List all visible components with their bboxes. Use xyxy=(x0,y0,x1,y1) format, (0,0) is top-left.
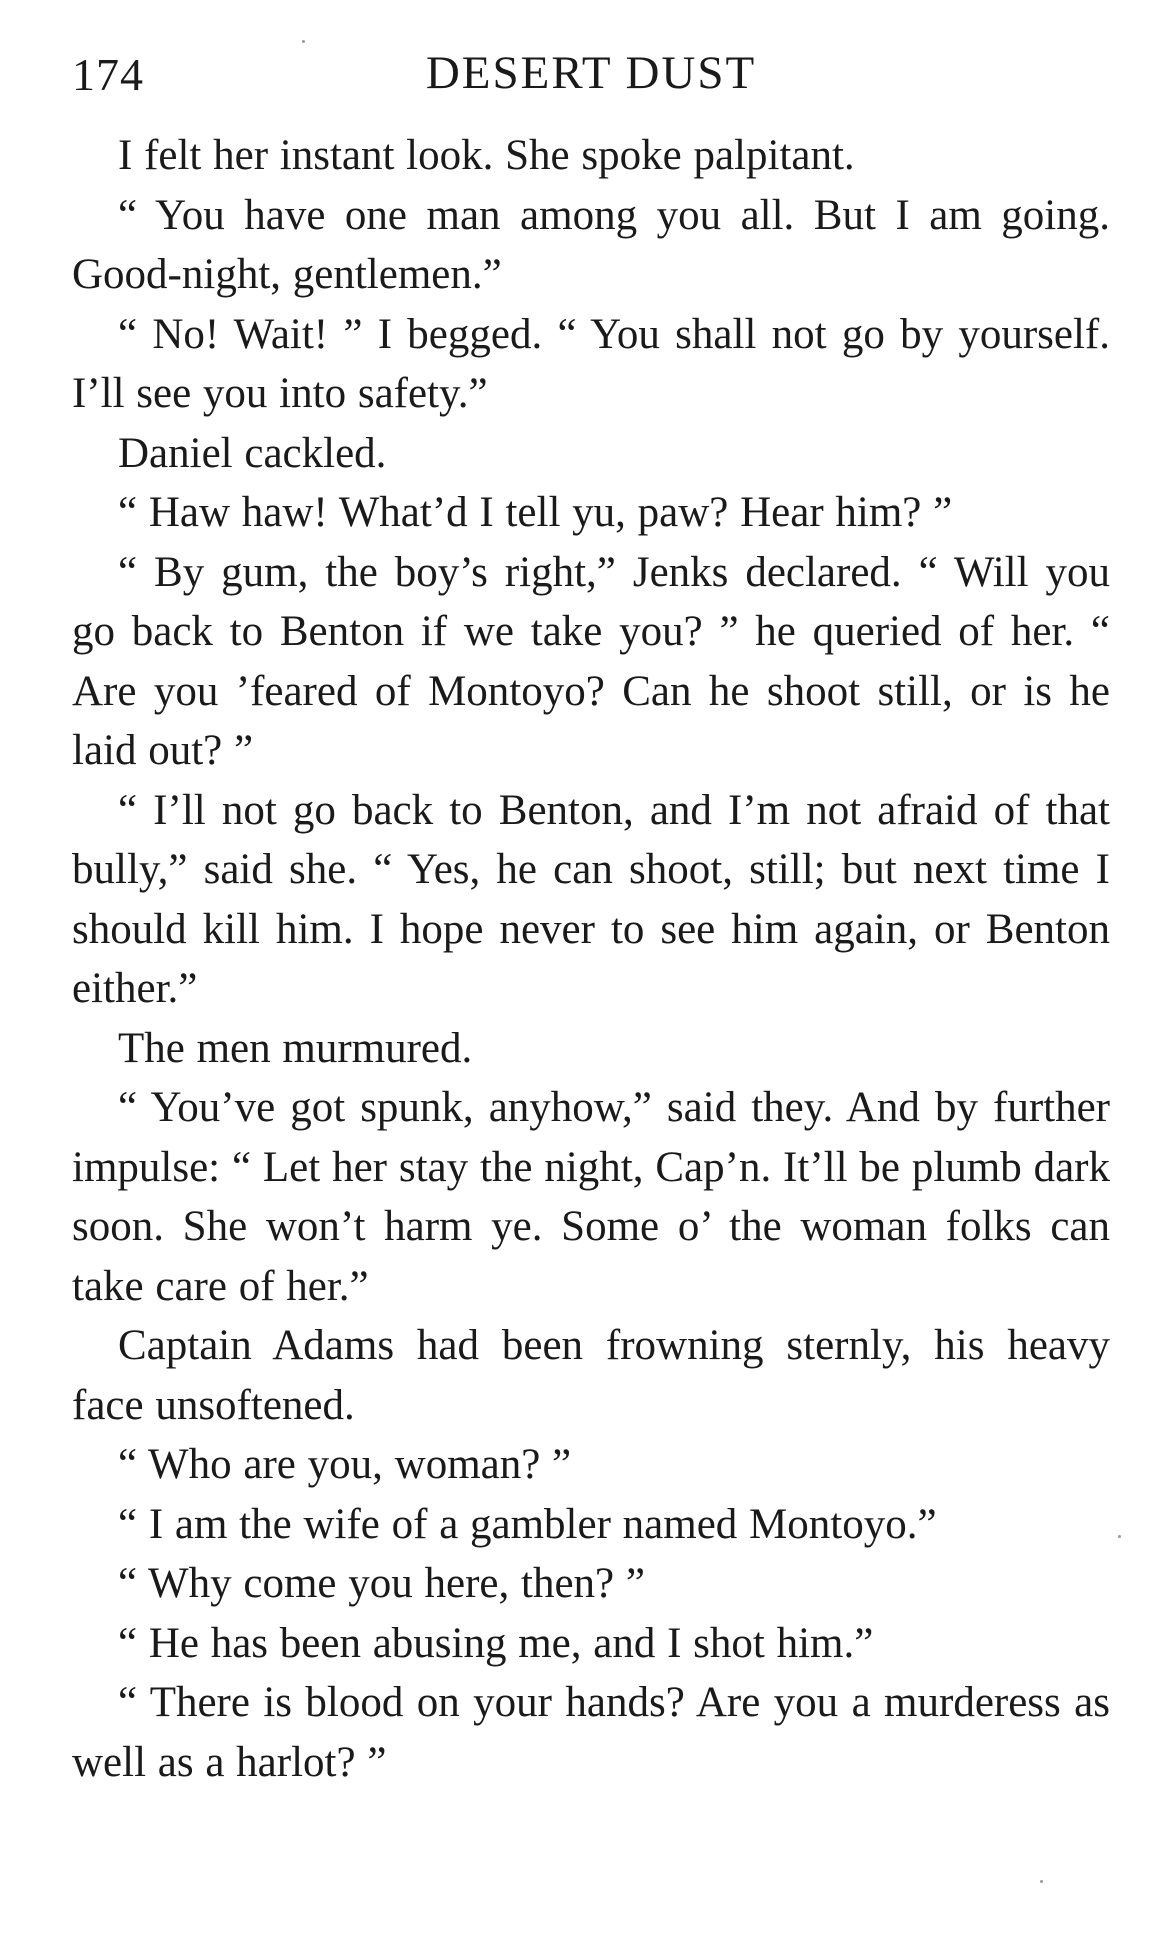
paragraph: “ No! Wait! ” I begged. “ You shall not go by yourself. I’ll see you into safety.” xyxy=(72,310,1110,417)
paper-speck xyxy=(1040,1880,1043,1883)
book-page xyxy=(72,40,1110,1792)
paragraph: “ I am the wife of a gambler named Montoyo.” xyxy=(118,1500,937,1548)
paragraph: Captain Adams had been frowning sternly, his heavy face unsoftened. xyxy=(72,1322,1110,1429)
page-number: 174 xyxy=(72,49,144,100)
running-head xyxy=(72,40,1110,116)
paragraph: “ Who are you, woman? ” xyxy=(118,1441,572,1488)
body-text xyxy=(72,126,1110,1792)
paper-speck xyxy=(1118,1535,1121,1538)
paragraph: “ Haw haw! What’d I tell yu, paw? Hear him? ” xyxy=(118,489,953,536)
paragraph: “ I’ll not go back to Benton, and I’m not afraid of that bully,” said she. “ Yes, he can shoot, still; but next time I should kill him. I hope never to see him again, or Benton either.” xyxy=(72,786,1110,1012)
paragraph: The men murmured. xyxy=(118,1024,473,1072)
paragraph: Daniel cackled. xyxy=(118,429,387,477)
paragraph: “ You’ve got spunk, anyhow,” said they. And by further impulse: “ Let her stay the night, Cap’n. It’ll be plumb dark soon. She won’t harm ye. Some o’ the woman folks can take care of her.” xyxy=(72,1084,1110,1310)
paragraph: “ Why come you here, then? ” xyxy=(118,1560,645,1607)
paragraph: I felt her instant look. She spoke palpitant. xyxy=(118,132,855,179)
paragraph: “ You have one man among you all. But I am going. Good-night, gentlemen.” xyxy=(72,191,1110,298)
paragraph: “ By gum, the boy’s right,” Jenks declared. “ Will you go back to Benton if we take you? ” he queried of her. “ Are you ’feared of Montoyo? Can he shoot still, or is he laid out? ” xyxy=(72,548,1110,774)
paragraph: “ He has been abusing me, and I shot him.” xyxy=(118,1619,874,1667)
running-title: DESERT DUST xyxy=(425,47,757,99)
paragraph: “ There is blood on your hands? Are you a murderess as well as a harlot? ” xyxy=(72,1679,1110,1786)
paper-speck xyxy=(302,40,305,43)
